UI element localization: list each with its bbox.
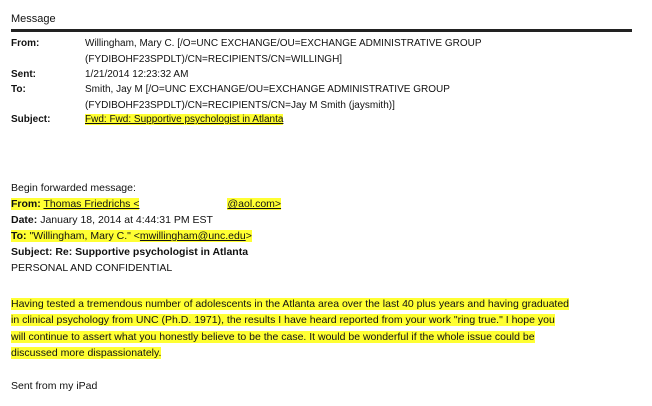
body-line-3: will continue to assert what you honestly believe to be the case. It would be wonderful if the whole issue could be [11, 330, 535, 343]
body-line-1: Having tested a tremendous number of adolescents in the Atlanta area over the last 40 plus years and having graduated [11, 298, 570, 310]
signoff: Sent from my iPad [11, 380, 98, 392]
section-label: Message [11, 13, 56, 25]
forwarded-to-close: > [245, 230, 252, 242]
message-body [11, 296, 636, 362]
confidential-notice: PERSONAL AND CONFIDENTIAL [11, 262, 173, 274]
header-subject-value [85, 112, 555, 128]
forwarded-date-value: January 18, 2014 at 4:44:31 PM EST [40, 214, 213, 226]
header-subject-label: Subject: [11, 114, 51, 125]
header-sent-text: 1/21/2014 12:23:32 AM [85, 69, 189, 80]
header-subject-text: Fwd: Fwd: Supportive psychologist in Atlanta [85, 114, 284, 125]
header-divider [11, 29, 632, 32]
forwarded-to-name: "Willingham, Mary C." < [29, 230, 140, 242]
header-from-value [85, 36, 555, 68]
forwarded-date-row [11, 212, 213, 228]
forwarded-subject-row [11, 244, 248, 260]
forwarded-subject-value: Re: Supportive psychologist in Atlanta [55, 246, 249, 258]
header-to-line1: Smith, Jay M [/O=UNC EXCHANGE/OU=EXCHANGE ADMINISTRATIVE GROUP [85, 84, 450, 95]
header-to-value [85, 82, 555, 114]
body-line-4: discussed more dispassionately. [11, 347, 162, 360]
header-from-label: From: [11, 38, 40, 49]
forwarded-from-name[interactable]: Thomas Friedrichs < [43, 198, 140, 210]
forwarded-date-label: Date: [11, 214, 38, 226]
header-sent-value [85, 67, 555, 83]
header-from-line1: Willingham, Mary C. [/O=UNC EXCHANGE/OU=EXCHANGE ADMINISTRATIVE GROUP [85, 38, 482, 49]
forwarded-intro: Begin forwarded message: [11, 182, 136, 194]
header-to-line2: (FYDIBOHF23SPDLT)/CN=RECIPIENTS/CN=Jay M Smith (jaysmith)] [85, 100, 395, 111]
forwarded-to-label: To: [11, 230, 27, 242]
forwarded-subject-label: Subject: [11, 246, 53, 258]
header-sent-label: Sent: [11, 69, 36, 80]
header-from-line2: (FYDIBOHF23SPDLT)/CN=RECIPIENTS/CN=WILLINGH] [85, 54, 343, 65]
header-to-label: To: [11, 84, 26, 95]
forwarded-to-row [11, 228, 252, 244]
forwarded-from-label: From: [11, 198, 41, 210]
forwarded-to-email-link[interactable]: mwillingham@unc.edu [139, 230, 246, 242]
forwarded-from-row [11, 196, 281, 212]
forwarded-from-email-domain[interactable]: @aol.com> [227, 198, 282, 210]
body-line-2: in clinical psychology from UNC (Ph.D. 1971), the results I have heard reported from your work "ring true." I hope you [11, 314, 555, 327]
